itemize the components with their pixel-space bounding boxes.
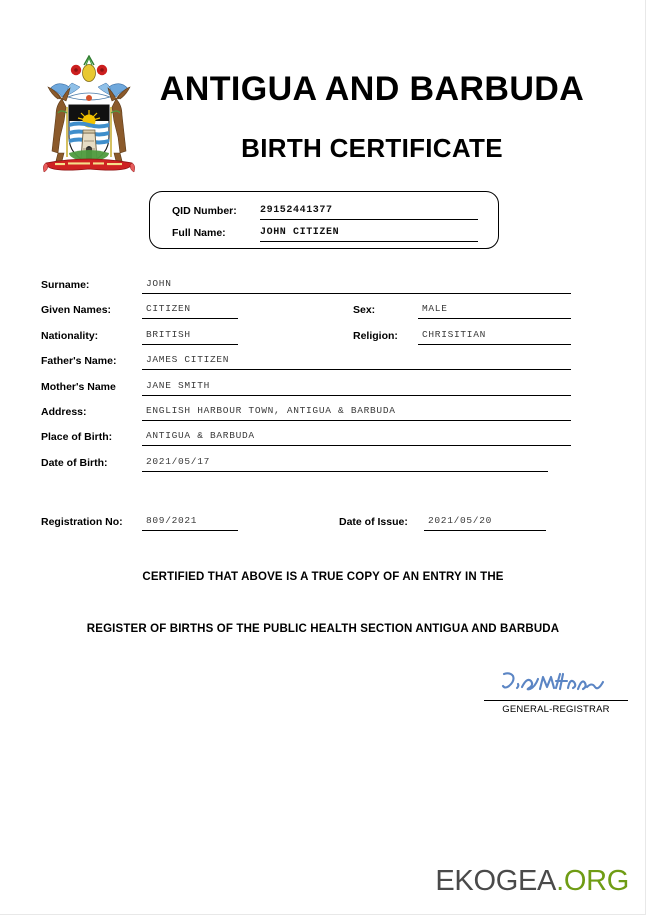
religion-label: Religion: <box>353 329 398 342</box>
field-row-fathers-name <box>0 352 646 377</box>
mothers-name-label: Mother's Name <box>41 380 116 393</box>
page-title: ANTIGUA AND BARBUDA <box>159 70 585 108</box>
registration-no-value[interactable]: 809/2021 <box>142 515 238 531</box>
qid-summary-box <box>149 191 499 249</box>
date-of-birth-label: Date of Birth: <box>41 456 108 469</box>
full-name-label: Full Name: <box>172 227 226 239</box>
registration-row <box>0 513 646 539</box>
signature-caption: GENERAL-REGISTRAR <box>502 704 610 715</box>
field-row-given-names <box>0 301 646 326</box>
place-of-birth-value[interactable]: ANTIGUA & BARBUDA <box>142 430 571 446</box>
fathers-name-label: Father's Name: <box>41 355 117 368</box>
place-of-birth-label: Place of Birth: <box>41 431 113 444</box>
ekogea-watermark <box>435 867 629 896</box>
surname-label: Surname: <box>41 279 90 291</box>
date-of-issue-label: Date of Issue: <box>339 516 408 528</box>
religion-value[interactable]: CHRISITIAN <box>418 329 571 345</box>
field-row-address <box>0 403 646 428</box>
qid-number-label: QID Number: <box>172 205 237 217</box>
page-subtitle: BIRTH CERTIFICATE <box>241 132 503 163</box>
title-block <box>142 52 602 164</box>
qid-number-row <box>172 205 482 225</box>
watermark-main-text: EKOGEA <box>435 865 557 897</box>
certification-line-1: CERTIFIED THAT ABOVE IS A TRUE COPY OF AN ENTRY IN THE <box>142 571 504 583</box>
certificate-header <box>0 52 646 182</box>
field-row-date-of-birth <box>0 454 646 479</box>
certificate-fields <box>0 276 646 479</box>
address-label: Address: <box>41 405 87 418</box>
field-row-mothers-name <box>0 378 646 403</box>
coat-of-arms-icon <box>36 55 142 180</box>
field-row-place-of-birth <box>0 428 646 453</box>
nationality-value[interactable]: BRITISH <box>142 329 238 345</box>
field-row-nationality <box>0 327 646 352</box>
given-names-value[interactable]: CITIZEN <box>142 303 238 319</box>
registration-no-label: Registration No: <box>41 516 123 528</box>
full-name-row <box>172 227 482 247</box>
signature-icon <box>484 668 628 700</box>
certification-line-2: REGISTER OF BIRTHS OF THE PUBLIC HEALTH SECTION ANTIGUA AND BARBUDA <box>86 623 560 635</box>
address-value[interactable]: ENGLISH HARBOUR TOWN, ANTIGUA & BARBUDA <box>142 405 571 421</box>
signature-rule <box>484 700 628 701</box>
date-of-issue-value[interactable]: 2021/05/20 <box>424 515 546 531</box>
given-names-label: Given Names: <box>41 304 112 317</box>
date-of-birth-value[interactable]: 2021/05/17 <box>142 456 548 472</box>
sex-value[interactable]: MALE <box>418 303 571 319</box>
watermark-tld-text: .ORG <box>556 865 629 897</box>
fathers-name-value[interactable]: JAMES CITIZEN <box>142 354 571 370</box>
field-row-surname <box>0 276 646 301</box>
signature-block <box>484 668 628 715</box>
full-name-value[interactable]: JOHN CITIZEN <box>260 227 478 242</box>
qid-number-value[interactable]: 29152441377 <box>260 205 478 220</box>
mothers-name-value[interactable]: JANE SMITH <box>142 380 571 396</box>
nationality-label: Nationality: <box>41 329 99 342</box>
surname-value[interactable]: JOHN <box>142 278 571 294</box>
sex-label: Sex: <box>353 304 376 317</box>
